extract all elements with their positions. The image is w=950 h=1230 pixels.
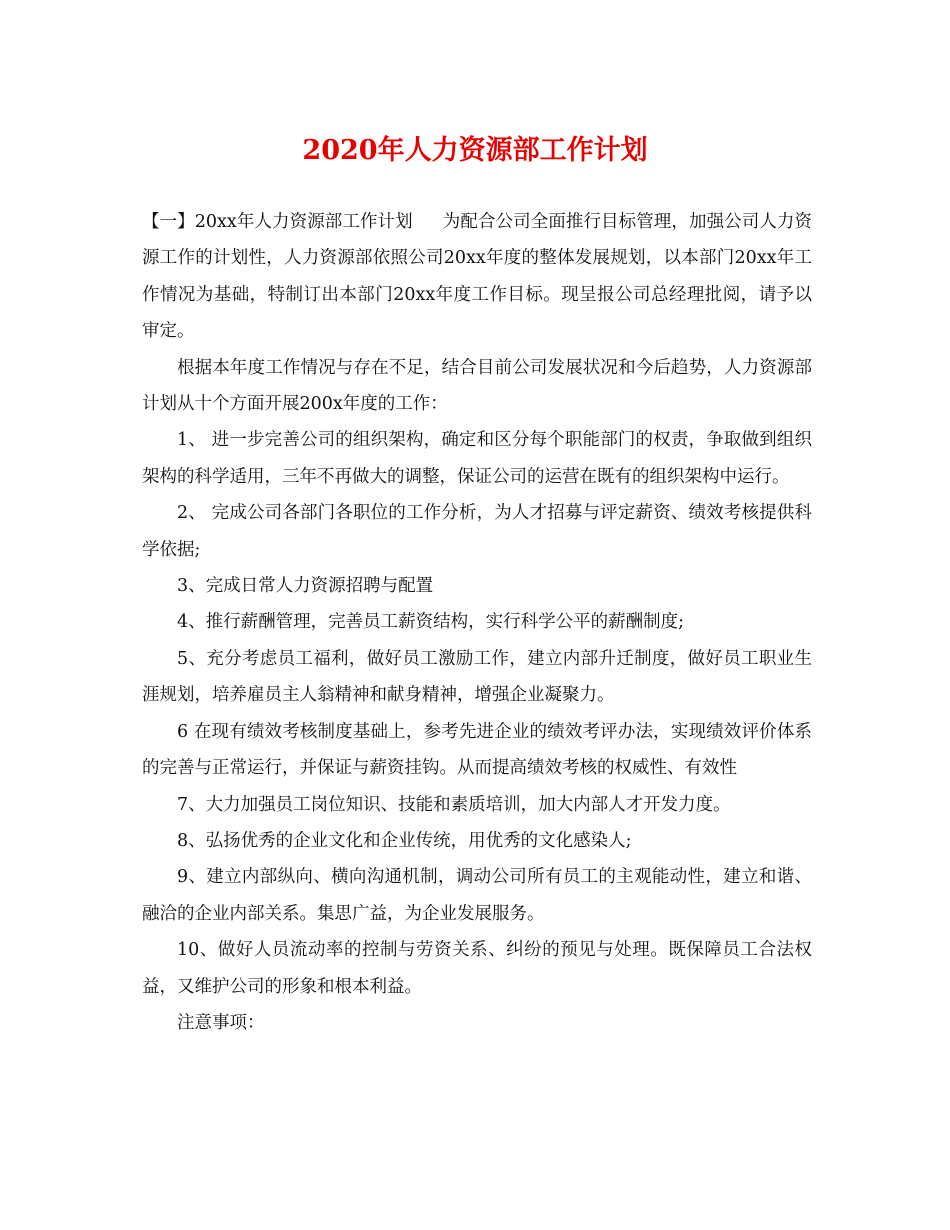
list-item-5: 5、充分考虑员工福利，做好员工激励工作，建立内部升迁制度，做好员工职业生涯规划，培养雇员主人翁精神和献身精神，增强企业凝聚力。	[142, 648, 812, 706]
list-item-1: 1、 进一步完善公司的组织架构，确定和区分每个职能部门的权责，争取做到组织架构的科学适用，三年不再做大的调整，保证公司的运营在既有的组织架构中运行。	[142, 430, 812, 487]
list-item-8: 8、弘扬优秀的企业文化和企业传统，用优秀的文化感染人;	[177, 830, 632, 851]
intro-heading: 【一】20xx年人力资源部工作计划	[142, 212, 413, 232]
document-title: 2020年人力资源部工作计划	[302, 135, 648, 166]
list-item-4: 4、推行薪酬管理，完善员工薪资结构，实行科学公平的薪酬制度;	[177, 612, 685, 633]
list-item-9: 9、建立内部纵向、横向沟通机制，调动公司所有员工的主观能动性，建立和谐、融洽的企业内部关系。集思广益，为企业发展服务。	[142, 867, 812, 924]
list-item-7: 7、大力加强员工岗位知识、技能和素质培训，加大内部人才开发力度。	[177, 794, 731, 815]
intro-paragraph	[142, 204, 812, 350]
list-item-6: 6 在现有绩效考核制度基础上，参考先进企业的绩效考评办法，实现绩效评价体系的完善与正常运行，并保证与薪资挂钩。从而提高绩效考核的权威性、有效性	[142, 721, 812, 779]
list-item-10: 10、做好人员流动率的控制与劳资关系、纠纷的预见与处理。既保障员工合法权益，又维护公司的形象和根本利益。	[142, 940, 812, 997]
list-item-2: 2、 完成公司各部门各职位的工作分析，为人才招募与评定薪资、绩效考核提供科学依据;	[142, 503, 812, 560]
lead-paragraph: 根据本年度工作情况与存在不足，结合目前公司发展状况和今后趋势，人力资源部计划从十个方面开展200x年度的工作：	[142, 357, 812, 415]
notes-heading: 注意事项：	[177, 1012, 265, 1033]
intro-text: 为配合公司全面推行目标管理，加强公司人力资源工作的计划性，人力资源部依照公司20xx年度的整体发展规划，以本部门20xx年工作情况为基础，特制订出本部门20xx年度工作目标。现呈报公司总经理批阅，请予以审定。	[142, 212, 812, 342]
list-item-3: 3、完成日常人力资源招聘与配置	[177, 576, 434, 597]
document-body	[142, 204, 812, 1041]
